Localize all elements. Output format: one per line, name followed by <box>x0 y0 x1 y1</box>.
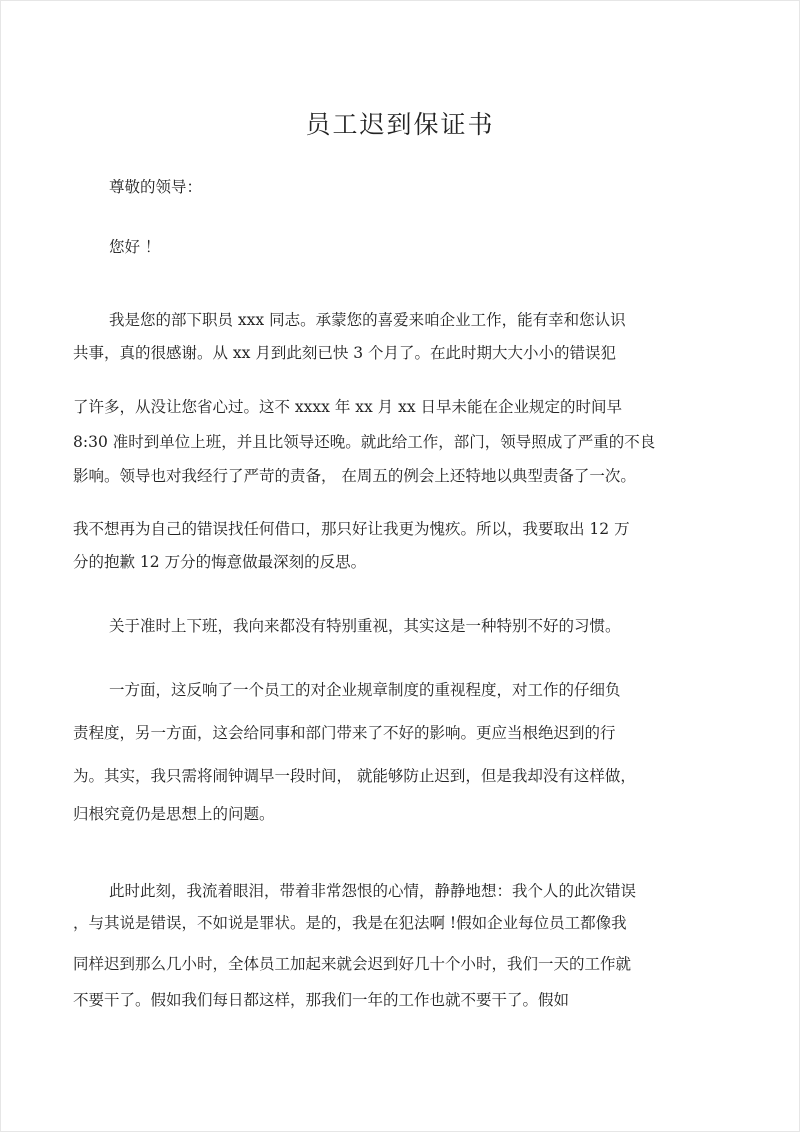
salutation: 尊敬的领导： <box>109 178 203 196</box>
body-line-5: 影响。领导也对我经行了严苛的责备， 在周五的例会上还特地以典型责备了一次。 <box>73 467 636 485</box>
body-line-7: 分的抱歉 12 万分的悔意做最深刻的反思。 <box>73 553 367 571</box>
body-line-3: 了许多，从没让您省心过。这不 xxxx 年 xx 月 xx 日早未能在企业规定的时间早 <box>73 398 622 416</box>
body-line-16: 不要干了。假如我们每日都这样，那我们一年的工作也就不要干了。假如 <box>73 991 570 1009</box>
body-line-13: 此时此刻，我流着眼泪，带着非常怨恨的心情，静静地想：我个人的此次错误 <box>109 882 637 900</box>
body-line-6: 我不想再为自己的错误找任何借口，那只好让我更为愧疚。所以，我要取出 12 万 <box>73 520 630 538</box>
body-line-1: 我是您的部下职员 xxx 同志。承蒙您的喜爱来咱企业工作，能有幸和您认识 <box>109 311 626 329</box>
body-line-4: 8:30 准时到单位上班，并且比领导还晚。就此给工作，部门，领导照成了严重的不良 <box>73 433 656 451</box>
body-line-2: 共事，真的很感谢。从 xx 月到此刻已快 3 个月了。在此时期大大小小的错误犯 <box>73 344 617 362</box>
body-line-11: 为。其实，我只需将闹钟调早一段时间， 就能够防止迟到，但是我却没有这样做， <box>73 767 636 785</box>
body-line-14: ，与其说是错误，不如说是罪状。是的，我是在犯法啊 !假如企业每位员工都像我 <box>73 914 627 932</box>
greeting: 您好 ！ <box>109 238 161 256</box>
document-title: 员工迟到保证书 <box>305 110 495 139</box>
body-line-15: 同样迟到那么几小时，全体员工加起来就会迟到好几十个小时，我们一天的工作就 <box>73 955 632 973</box>
body-line-8: 关于准时上下班，我向来都没有特别重视，其实这是一种特别不好的习惯。 <box>109 617 621 635</box>
body-line-9: 一方面，这反响了一个员工的对企业规章制度的重视程度，对工作的仔细负 <box>109 681 621 699</box>
body-line-12: 归根究竟仍是思想上的问题。 <box>73 805 275 823</box>
body-line-10: 责程度，另一方面，这会给同事和部门带来了不好的影响。更应当根绝迟到的行 <box>73 724 616 742</box>
